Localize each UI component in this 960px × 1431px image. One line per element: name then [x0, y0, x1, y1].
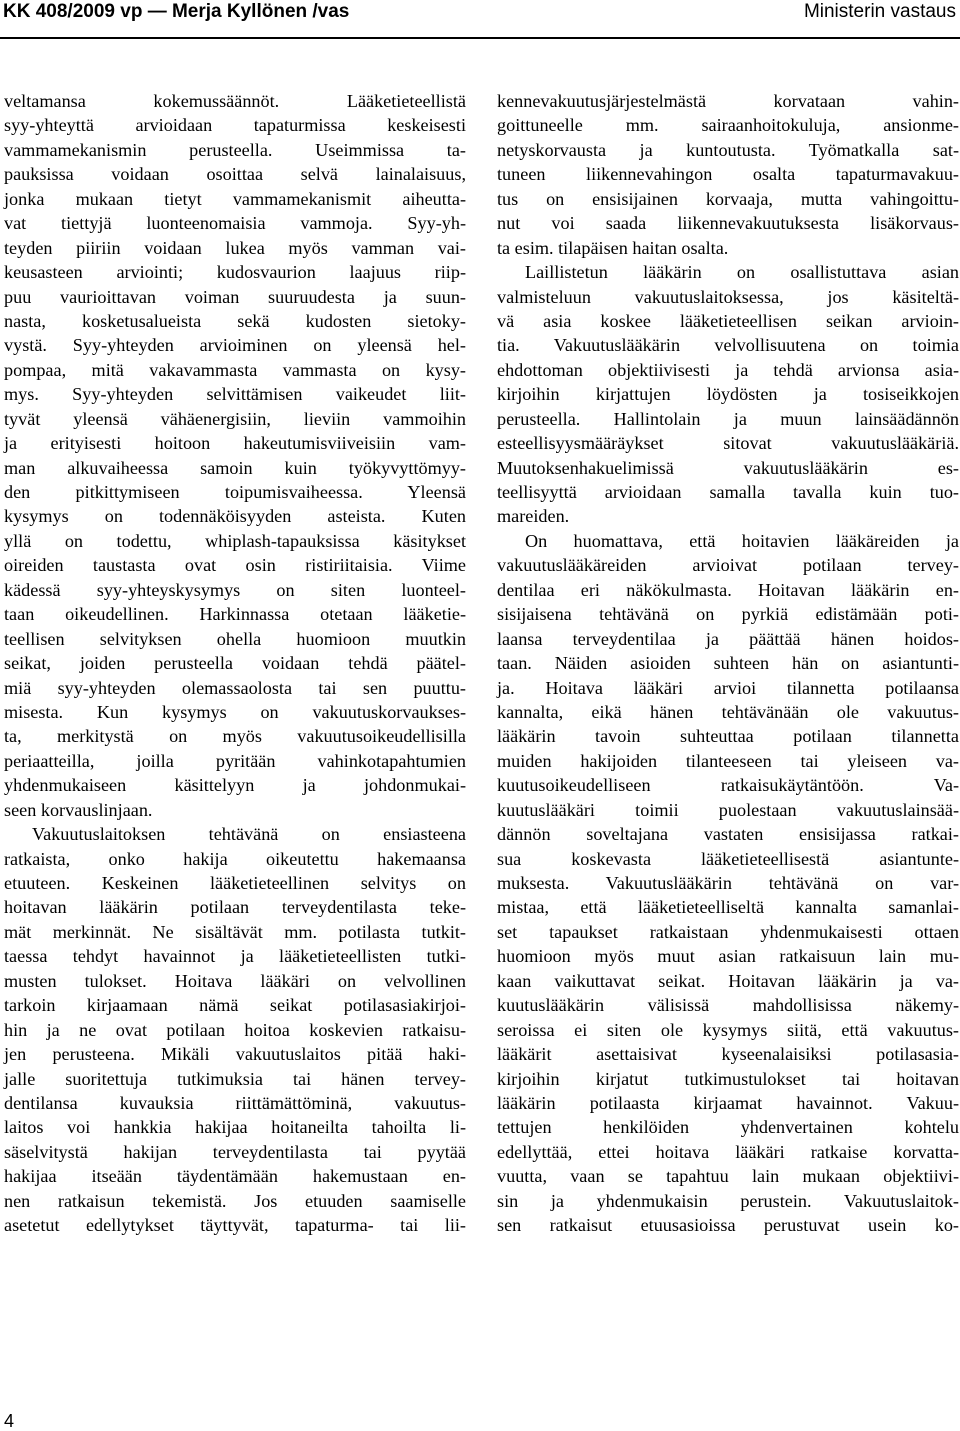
- text-line: veltamansa kokemussäännöt. Lääketieteellistä: [4, 91, 466, 111]
- text-line: jen perusteena. Mikäli vakuutuslaitos pitää haki-: [4, 1044, 466, 1065]
- text-line: keusasteen arviointi; kudosvaurion laajuus riip-: [4, 262, 466, 283]
- text-line: vä asia koskee lääketieteellisen seikan arvioin-: [497, 310, 959, 331]
- right-column: [497, 89, 959, 1238]
- text-line: On huomattava, että hoitavien lääkäreiden ja: [525, 530, 959, 551]
- page-header: [0, 0, 960, 26]
- text-line: tarkoin kirjaamaan nämä seikat potilasasiakirjoi-: [4, 995, 466, 1016]
- text-line: tyvät yleensä vähäenergisiin, lieviin vammoihin: [4, 408, 466, 429]
- text-line: teellisen selvityksen ohella huomioon muutkin: [4, 628, 466, 649]
- text-line: mareiden.: [497, 506, 570, 527]
- text-line: sen ratkaisut etuusasioissa perustuvat usein ko-: [497, 1215, 959, 1236]
- text-line: dännön soveltajana vastaten ensisijassa ratkai-: [497, 824, 959, 845]
- text-line: taan. Näiden asioiden suhteen hän on asiantunti-: [497, 653, 959, 674]
- text-line: vystä. Syy-yhteyden arvioiminen on yleensä hel-: [4, 335, 466, 356]
- text-line: kennevakuutusjärjestelmästä korvataan vahin-: [497, 91, 959, 111]
- text-line: kannalta, eikä hänen tehtävänään ole vakuutus-: [497, 701, 959, 722]
- text-line: ratkaista, onko hakija oikeutettu hakemaansa: [4, 848, 466, 869]
- text-line: sua koskevasta lääketieteellisestä asiantunte-: [497, 848, 959, 869]
- text-line: seikat, joiden perusteella voidaan tehdä päätel-: [4, 653, 466, 674]
- text-line: ta esim. tilapäisen haitan osalta.: [497, 237, 729, 258]
- text-line: lääkärin tavoin suhteuttaa potilaan tilannetta: [497, 726, 959, 747]
- text-line: yllä on todettu, whiplash-tapauksissa käsitykset: [4, 530, 466, 551]
- page-number: 4: [4, 1411, 15, 1431]
- text-line: tus on ensisijainen korvaaja, mutta vahingoittu-: [497, 188, 959, 209]
- text-line: seen korvauslinjaan.: [4, 799, 153, 820]
- text-line: teyden piiriin voidaan lukea myös vamman vai-: [4, 237, 466, 258]
- text-line: taessa tehdyt havainnot ja lääketieteellisten tutki-: [4, 946, 466, 967]
- text-line: yhdenmukaiseen käsittelyyn ja johdonmukai-: [4, 775, 466, 796]
- text-line: goittuneelle mm. sairaanhoitokuluja, ansionme-: [497, 115, 959, 136]
- text-line: muksesta. Vakuutuslääkärin tehtävänä on var-: [497, 873, 959, 893]
- text-line: jonka mukaan tietyt vammamekanismit aiheutta-: [4, 188, 466, 209]
- text-line: lääkärin potilaasta kirjaamat havainnot. Vakuu-: [497, 1092, 959, 1113]
- text-line: Muutoksenhakuelimissä vakuutuslääkärin es-: [497, 457, 959, 478]
- text-line: pompaa, mitä vakavammasta vammasta on kysy-: [4, 359, 466, 380]
- text-line: Vakuutuslaitoksen tehtävänä on ensiasteena: [32, 824, 466, 845]
- text-line: seroissa ei siten ole kysymys siitä, että vakuutus-: [497, 1019, 959, 1040]
- section-title: Ministerin vastaus: [803, 1, 956, 22]
- text-line: pauksissa voidaan osoittaa selvä lainalaisuus,: [4, 164, 466, 185]
- text-line: laansa terveydentilaa ja päättää hänen hoidos-: [497, 628, 959, 649]
- document-reference: KK 408/2009 vp — Merja Kyllönen /vas: [3, 1, 350, 22]
- text-line: ja erityisesti hoitoon hakeutumisviiveisiin vam-: [4, 433, 466, 454]
- text-line: kuutuslääkärin välisissä mahdollisissa näkemy-: [497, 995, 959, 1016]
- text-line: tuneen liikennevahingon osalta tapaturmavakuu-: [497, 164, 959, 185]
- text-line: vakuutuslääkäreiden arvioivat potilaan tervey-: [497, 555, 959, 576]
- text-line: ehdottoman objektiivisesti ja tehdä arvionsa asia-: [497, 359, 959, 380]
- text-line: nasta, kosketusalueista sekä kudosten sietoky-: [4, 310, 466, 331]
- text-line: ja. Hoitava lääkäri arvioi tilannetta potilaansa: [497, 677, 959, 698]
- text-line: vuutta, vaan se tapahtuu lain mukaan objektiivi-: [497, 1166, 959, 1187]
- text-line: puu vaurioittavan voiman suuruudesta ja suun-: [4, 286, 466, 307]
- text-line: musten tulokset. Hoitava lääkäri on velvollinen: [4, 970, 466, 991]
- text-line: lääkärit asettaisivat kyseenalaisiksi potilasasia-: [497, 1044, 959, 1065]
- text-line: hin ja ne ovat potilaan hoitoa koskevien ratkaisu-: [4, 1019, 466, 1040]
- text-line: kysymys on todennäköisyyden asteista. Kuten: [4, 506, 466, 527]
- text-line: syy-yhteyttä arvioidaan tapaturmissa keskeisesti: [4, 115, 466, 136]
- text-line: tettujen henkilöiden yhdenvertainen kohtelu: [497, 1117, 959, 1138]
- text-line: jalle suoritettuja tutkimuksia tai hänen tervey-: [4, 1068, 466, 1089]
- text-line: laitos voi hankkia hakijaa hoitaneilta tahoilta li-: [4, 1117, 466, 1138]
- text-line: tia. Vakuutuslääkärin velvollisuutena on toimia: [497, 335, 959, 356]
- text-line: misesta. Kun kysymys on vakuutuskorvaukses-: [4, 701, 466, 722]
- text-line: kirjoihin kirjattujen löydösten ja tosiseikkojen: [497, 384, 959, 405]
- text-line: netyskorvausta ja kuntoutusta. Työmatkalla sat-: [497, 139, 959, 160]
- text-line: set tapaukset ratkaistaan yhdenmukaisesti ottaen: [497, 921, 959, 942]
- text-line: mät merkinnät. Ne sisältävät mm. potilasta tutkit-: [4, 921, 466, 942]
- text-line: muiden hakijoiden tilanteeseen tai yleiseen va-: [497, 750, 959, 771]
- text-line: sisijaisena tehtävänä on pyrkiä edistämään poti-: [497, 604, 959, 625]
- text-line: ta, merkitystä on myös vakuutusoikeudellisilla: [4, 726, 466, 747]
- text-line: dentilaa eri näkökulmasta. Hoitavan lääkärin en-: [497, 579, 959, 600]
- text-line: perusteella. Hallintolain ja muun lainsäädännön: [497, 408, 959, 429]
- text-line: etuuteen. Keskeinen lääketieteellinen selvitys on: [4, 873, 466, 893]
- text-line: den pitkittymiseen toipumisvaiheessa. Yleensä: [4, 482, 466, 502]
- text-line: kädessä syy-yhteyskysymys on siten luonteel-: [4, 579, 466, 600]
- text-line: esteellisyysmääräykset sitovat vakuutuslääkäriä.: [497, 433, 959, 454]
- text-line: oireiden taustasta ovat osin ristiriitaisia. Viime: [4, 555, 466, 576]
- text-line: mistaa, että lääketieteelliseltä kannalta samanlai-: [497, 897, 959, 918]
- text-line: hoitavan lääkärin potilaan terveydentilasta teke-: [4, 897, 466, 918]
- text-line: teellisyyttä arvioidaan samalla tavalla kuin tuo-: [497, 482, 959, 502]
- text-line: vat tiettyjä luonteenomaisia vammoja. Syy-yh-: [4, 213, 466, 234]
- text-line: hakijaa itseään täydentämään hakemustaan en-: [4, 1166, 466, 1187]
- text-line: sin ja yhdenmukaisin perustein. Vakuutuslaitok-: [497, 1190, 959, 1211]
- header-rule: [0, 37, 960, 39]
- text-line: mys. Syy-yhteyden selvittämisen vaikeudet liit-: [4, 384, 466, 405]
- left-column: [4, 89, 466, 1238]
- text-line: kaan vaikuttavat seikat. Hoitavan lääkärin ja va-: [497, 970, 959, 991]
- text-line: kuutuslääkäri toimii puolestaan vakuutuslainsää-: [497, 799, 959, 820]
- text-line: man alkuvaiheessa samoin kuin työkyvyttömyy-: [4, 457, 466, 478]
- text-line: Laillistetun lääkärin on osallistuttava asian: [525, 262, 959, 283]
- text-line: nen ratkaisun tekemistä. Jos etuuden saamiselle: [4, 1190, 466, 1211]
- text-line: kirjoihin kirjatut tutkimustulokset tai hoitavan: [497, 1068, 959, 1089]
- text-line: vammamekanismin perusteella. Useimmissa ta-: [4, 139, 466, 160]
- text-line: edellyttää, ettei hoitava lääkäri ratkaise korvatta-: [497, 1141, 959, 1162]
- text-line: kuutusoikeudelliseen ratkaisukäytäntöön. Va-: [497, 775, 959, 796]
- text-line: huomioon myös muut asian ratkaisuun lain mu-: [497, 946, 959, 967]
- text-line: nut voi saada liikennevakuutuksesta lisäkorvaus-: [497, 213, 959, 234]
- text-line: taan oikeudellinen. Harkinnassa otetaan lääketie-: [4, 604, 466, 625]
- text-line: dentilansa kuvauksia riittämättöminä, vakuutus-: [4, 1092, 466, 1113]
- text-line: asetetut edellytykset täyttyvät, tapaturma- tai lii-: [4, 1215, 466, 1236]
- text-line: säselvitystä hakijan terveydentilasta tai pyytää: [4, 1141, 466, 1162]
- text-line: miä syy-yhteyden olemassaolosta tai sen puuttu-: [4, 677, 466, 698]
- text-line: valmisteluun vakuutuslaitoksessa, jos käsiteltä-: [497, 286, 959, 307]
- text-line: periaatteilla, joilla pyritään vahinkotapahtumien: [4, 750, 466, 771]
